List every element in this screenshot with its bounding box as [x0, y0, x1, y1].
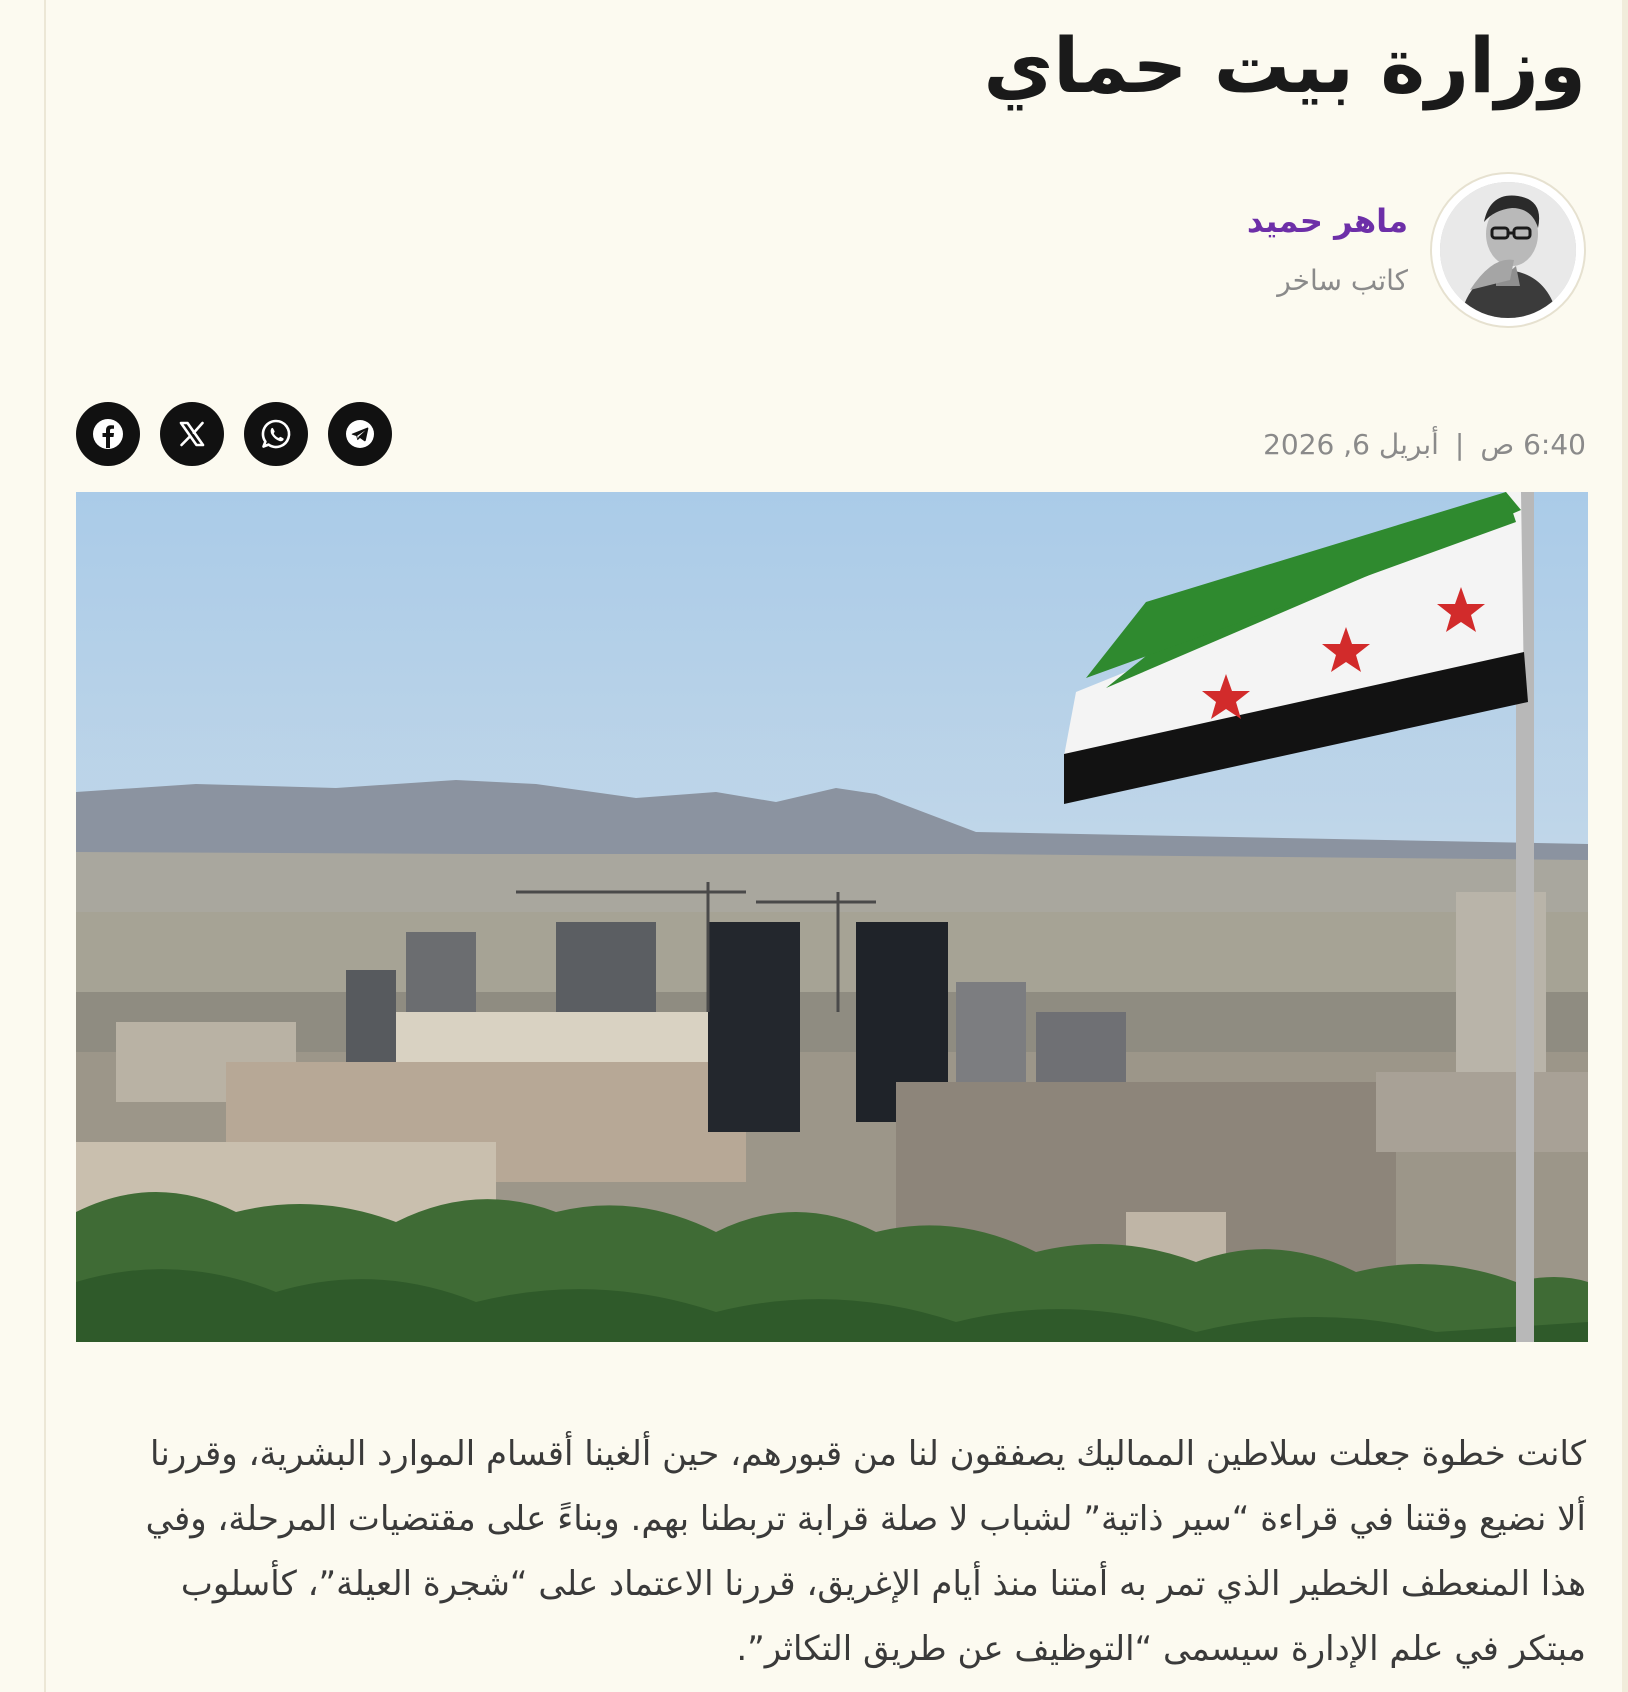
- telegram-icon: [343, 417, 377, 451]
- article-title: وزارة بيت حماي: [983, 21, 1586, 110]
- share-facebook-button[interactable]: [76, 402, 140, 466]
- author-avatar-ring[interactable]: [1430, 172, 1586, 328]
- publish-date: أبريل 6, 2026: [1263, 428, 1439, 461]
- share-x-button[interactable]: [160, 402, 224, 466]
- author-text: [1247, 201, 1408, 299]
- author-name-link[interactable]: ماهر حميد: [1246, 202, 1408, 240]
- publish-time: 6:40 ص: [1480, 428, 1586, 461]
- left-divider: [44, 0, 46, 1692]
- x-icon: [175, 417, 209, 451]
- right-scroll-edge: [1622, 0, 1628, 1692]
- meta-separator: |: [1454, 428, 1465, 461]
- whatsapp-icon: [259, 417, 293, 451]
- article-meta: [1263, 428, 1586, 461]
- author-avatar[interactable]: [1440, 182, 1576, 318]
- facebook-icon: [91, 417, 125, 451]
- author-role: كاتب ساخر: [1277, 263, 1408, 297]
- share-whatsapp-button[interactable]: [244, 402, 308, 466]
- author-block: [1247, 172, 1586, 328]
- article-body: كانت خطوة جعلت سلاطين المماليك يصفقون لنا من قبورهم، حين ألغينا أقسام الموارد البشرية، وقررنا ألا نضيع وقتنا في قراءة “سير ذاتية” لشباب لا صلة قرابة تربطنا بهم. وبناءً على مقتضيات المرحلة، وفي هذا المنعطف الخطير الذي تمر به أمتنا منذ أيام الإغريق، قررنا الاعتماد على “شجرة العيلة”، كأسلوب مبتكر في علم الإدارة سيسمى “التوظيف عن طريق التكاثر”.: [145, 1434, 1586, 1669]
- share-telegram-button[interactable]: [328, 402, 392, 466]
- hero-image[interactable]: [76, 492, 1588, 1342]
- city-flag-photo: [76, 492, 1588, 1342]
- share-buttons: [76, 402, 392, 466]
